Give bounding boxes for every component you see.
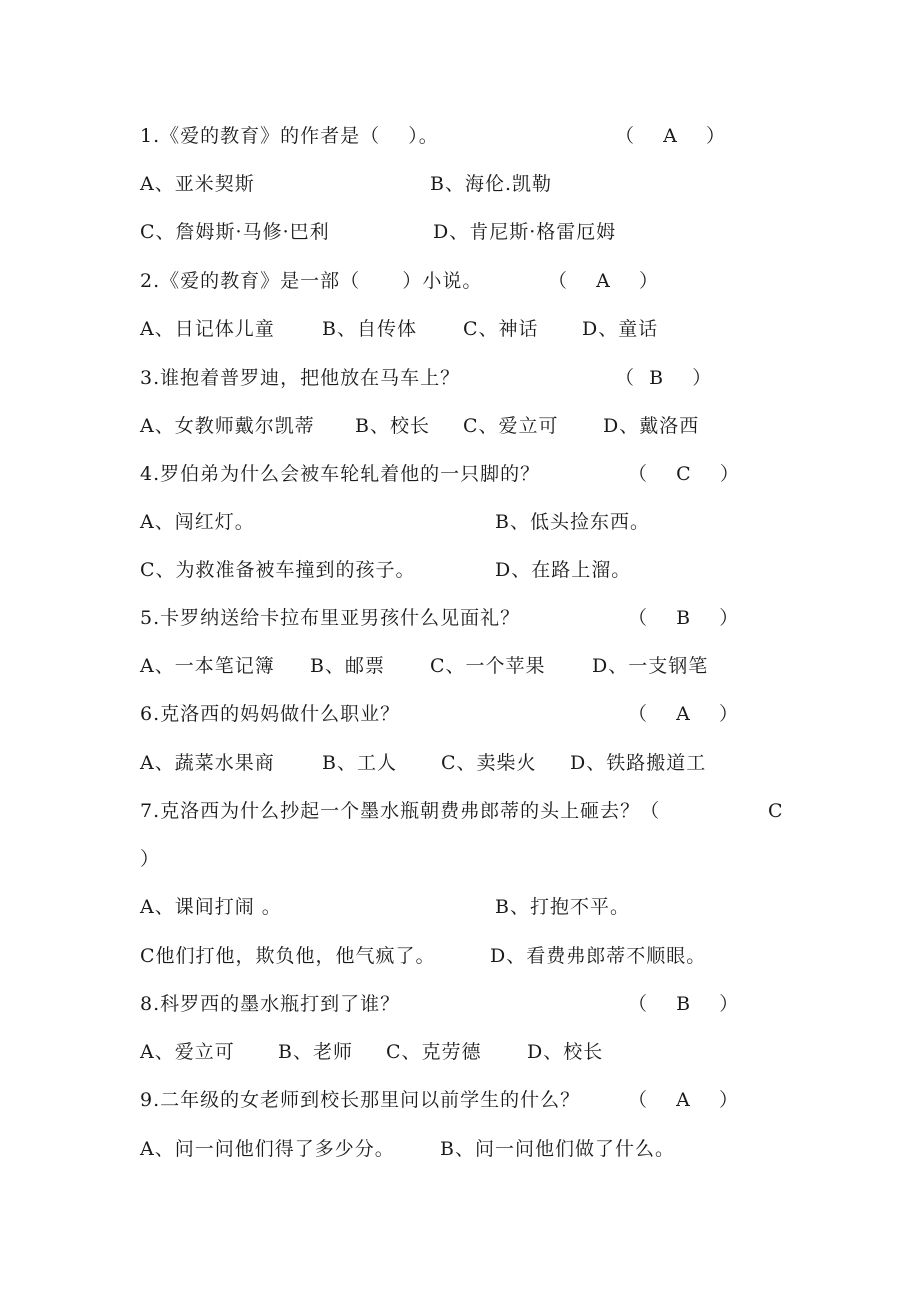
option-b: B、自传体 bbox=[322, 318, 417, 340]
question-7 bbox=[0, 796, 920, 826]
option-a: A、爱立可 bbox=[140, 1041, 235, 1063]
options-row bbox=[0, 748, 920, 778]
question-5 bbox=[0, 603, 920, 633]
option-b: B、老师 bbox=[278, 1041, 353, 1063]
option-c: C、卖柴火 bbox=[441, 752, 537, 774]
option-a: A、亚米契斯 bbox=[140, 173, 255, 195]
option-a: A、课间打闹 。 bbox=[140, 896, 282, 918]
option-a: A、问一问他们得了多少分。 bbox=[140, 1138, 395, 1160]
answer: （ A ） bbox=[628, 703, 740, 725]
option-c: C、一个苹果 bbox=[430, 655, 546, 677]
options-row bbox=[0, 507, 920, 537]
answer: （ A ） bbox=[548, 270, 660, 292]
options-row bbox=[0, 651, 920, 681]
options-row bbox=[0, 169, 920, 199]
option-c: C、为救准备被车撞到的孩子。 bbox=[140, 559, 416, 581]
question-text: 8.科罗西的墨水瓶打到了谁？ bbox=[140, 993, 401, 1015]
question-text: 6.克洛西的妈妈做什么职业？ bbox=[140, 703, 401, 725]
option-d: D、看费弗郎蒂不顺眼。 bbox=[490, 945, 707, 967]
option-c: C他们打他，欺负他，他气疯了。 bbox=[140, 945, 436, 967]
option-b: B、海伦.凯勒 bbox=[430, 173, 553, 195]
question-text: 9.二年级的女老师到校长那里问以前学生的什么？ bbox=[140, 1089, 581, 1111]
option-b: B、问一问他们做了什么。 bbox=[440, 1138, 675, 1160]
options-row bbox=[0, 411, 920, 441]
answer: C bbox=[768, 800, 784, 822]
option-d: D、肯尼斯·格雷厄姆 bbox=[433, 221, 617, 243]
question-text: 7.克洛西为什么抄起一个墨水瓶朝费弗郎蒂的头上砸去？（ bbox=[140, 800, 661, 822]
options-row bbox=[0, 1037, 920, 1067]
option-c: C、神话 bbox=[463, 318, 539, 340]
question-text: 2.《爱的教育》是一部（ ）小说。 bbox=[140, 270, 483, 292]
options-row bbox=[0, 1134, 920, 1164]
option-a: A、日记体儿童 bbox=[140, 318, 275, 340]
option-d: D、铁路搬道工 bbox=[570, 752, 707, 774]
question-6 bbox=[0, 699, 920, 729]
option-b: B、打抱不平。 bbox=[495, 896, 630, 918]
option-a: A、一本笔记簿 bbox=[140, 655, 275, 677]
answer: （ A ） bbox=[615, 125, 727, 147]
option-b: B、工人 bbox=[322, 752, 397, 774]
question-text: 1.《爱的教育》的作者是（ ）。 bbox=[140, 125, 439, 147]
option-c: C、克劳德 bbox=[386, 1041, 482, 1063]
options-row bbox=[0, 892, 920, 922]
options-row bbox=[0, 941, 920, 971]
options-row bbox=[0, 314, 920, 344]
answer: （ C ） bbox=[628, 463, 740, 485]
options-row bbox=[0, 555, 920, 585]
question-1 bbox=[0, 121, 920, 151]
option-c: C、爱立可 bbox=[463, 415, 559, 437]
option-b: B、邮票 bbox=[310, 655, 385, 677]
option-d: D、一支钢笔 bbox=[592, 655, 709, 677]
answer-close-row bbox=[0, 844, 920, 874]
answer-close-paren: ） bbox=[140, 848, 161, 870]
question-text: 3.谁抱着普罗迪，把他放在马车上？ bbox=[140, 367, 461, 389]
answer: （ B ） bbox=[628, 993, 740, 1015]
option-a: A、闯红灯。 bbox=[140, 511, 255, 533]
option-a: A、蔬菜水果商 bbox=[140, 752, 275, 774]
answer: （ B ） bbox=[628, 607, 740, 629]
question-text: 4.罗伯弟为什么会被车轮轧着他的一只脚的？ bbox=[140, 463, 541, 485]
option-c: C、詹姆斯·马修·巴利 bbox=[140, 221, 330, 243]
question-4 bbox=[0, 459, 920, 489]
option-b: B、校长 bbox=[355, 415, 430, 437]
question-8 bbox=[0, 989, 920, 1019]
option-d: D、在路上溜。 bbox=[495, 559, 632, 581]
question-9 bbox=[0, 1085, 920, 1115]
question-3 bbox=[0, 363, 920, 393]
options-row bbox=[0, 217, 920, 247]
option-d: D、校长 bbox=[527, 1041, 604, 1063]
option-d: D、童话 bbox=[582, 318, 659, 340]
option-d: D、戴洛西 bbox=[603, 415, 700, 437]
answer: （ B ） bbox=[615, 367, 713, 389]
question-2 bbox=[0, 266, 920, 296]
question-text: 5.卡罗纳送给卡拉布里亚男孩什么见面礼？ bbox=[140, 607, 521, 629]
answer: （ A ） bbox=[628, 1089, 740, 1111]
option-a: A、女教师戴尔凯蒂 bbox=[140, 415, 315, 437]
option-b: B、低头捡东西。 bbox=[495, 511, 650, 533]
